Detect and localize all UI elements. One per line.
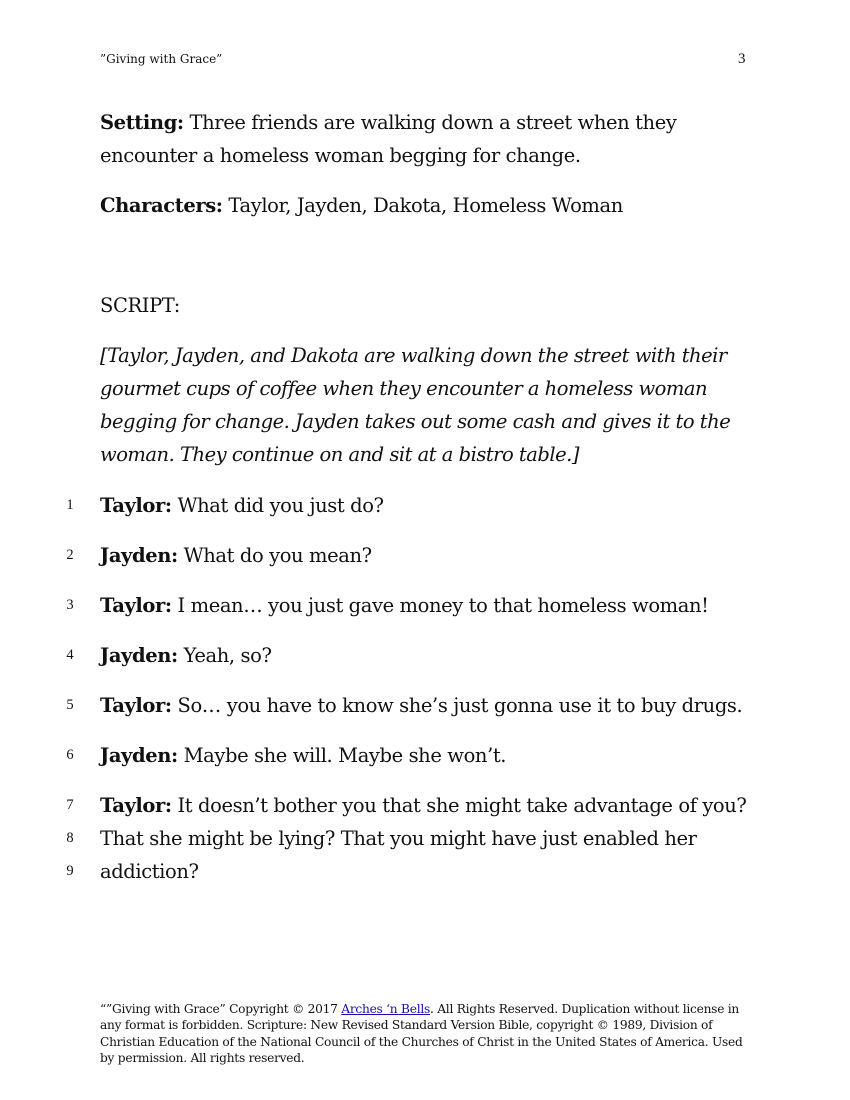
line-number: 3 bbox=[66, 597, 74, 613]
script-heading: SCRIPT: bbox=[100, 294, 180, 317]
line-text bbox=[100, 589, 709, 622]
script-line bbox=[0, 739, 850, 772]
line-number: 2 bbox=[66, 547, 74, 563]
publisher-link[interactable]: Arches ‘n Bells bbox=[341, 1002, 430, 1016]
dialogue: addiction? bbox=[100, 860, 199, 883]
line-text bbox=[100, 855, 199, 888]
dialogue: Yeah, so? bbox=[177, 644, 272, 667]
line-text bbox=[100, 789, 747, 822]
line-number: 4 bbox=[66, 647, 74, 663]
footer-suffix: . All Rights Reserved. Duplication without license in any format is forbidden. Scripture: New Revised Standard Version Bible, copyright © 1989, Division of Christian Education of the National Council of the Churches of Christ in the United States of America. Used by permission. All rights reserved. bbox=[100, 1002, 743, 1065]
line-number: 6 bbox=[66, 747, 74, 763]
script-line bbox=[0, 639, 850, 672]
line-number: 7 bbox=[66, 797, 74, 813]
dialogue: What did you just do? bbox=[171, 494, 384, 517]
line-text bbox=[100, 739, 506, 772]
dialogue: That she might be lying? That you might have just enabled her bbox=[100, 827, 697, 850]
speaker-name: Taylor: bbox=[100, 494, 172, 517]
speaker-name: Jayden: bbox=[100, 644, 178, 667]
characters-label: Characters: bbox=[100, 194, 223, 217]
dialogue: What do you mean? bbox=[177, 544, 372, 567]
line-text bbox=[100, 689, 742, 722]
setting-label: Setting: bbox=[100, 111, 184, 134]
speaker-name: Taylor: bbox=[100, 794, 172, 817]
line-text bbox=[100, 822, 697, 855]
footer-prefix: “”Giving with Grace” Copyright © 2017 bbox=[100, 1002, 342, 1016]
line-number: 5 bbox=[66, 697, 74, 713]
script-line bbox=[0, 789, 850, 822]
line-number: 1 bbox=[66, 497, 74, 513]
dialogue: Maybe she will. Maybe she won’t. bbox=[177, 744, 507, 767]
dialogue: I mean… you just gave money to that homeless woman! bbox=[171, 594, 709, 617]
script-line bbox=[0, 589, 850, 622]
script-line bbox=[0, 822, 850, 855]
speaker-name: Taylor: bbox=[100, 694, 172, 717]
speaker-name: Taylor: bbox=[100, 594, 172, 617]
running-header-title: ”Giving with Grace” bbox=[100, 52, 223, 66]
setting-paragraph bbox=[100, 106, 760, 172]
line-text bbox=[100, 539, 372, 572]
speaker-name: Jayden: bbox=[100, 744, 178, 767]
dialogue: It doesn’t bother you that she might take advantage of you? bbox=[171, 794, 747, 817]
speaker-name: Jayden: bbox=[100, 544, 178, 567]
dialogue: So… you have to know she’s just gonna use it to buy drugs. bbox=[171, 694, 743, 717]
script-line bbox=[0, 539, 850, 572]
stage-direction: [Taylor, Jayden, and Dakota are walking down the street with their gourmet cups of coffee when they encounter a homeless woman begging for change. Jayden takes out some cash and gives it to the woman. They continue on and sit at a bistro table.] bbox=[100, 344, 731, 466]
line-number: 9 bbox=[66, 863, 74, 879]
line-text bbox=[100, 639, 272, 672]
line-text bbox=[100, 489, 384, 522]
setting-text: Three friends are walking down a street when they encounter a homeless woman begging for change. bbox=[100, 111, 677, 167]
characters-paragraph bbox=[100, 189, 760, 222]
script-line bbox=[0, 689, 850, 722]
page-number: 3 bbox=[738, 51, 746, 67]
copyright-footer bbox=[100, 1001, 760, 1066]
line-number: 8 bbox=[66, 830, 74, 846]
script-line bbox=[0, 489, 850, 522]
script-line bbox=[0, 855, 850, 888]
characters-text: Taylor, Jayden, Dakota, Homeless Woman bbox=[222, 194, 623, 217]
